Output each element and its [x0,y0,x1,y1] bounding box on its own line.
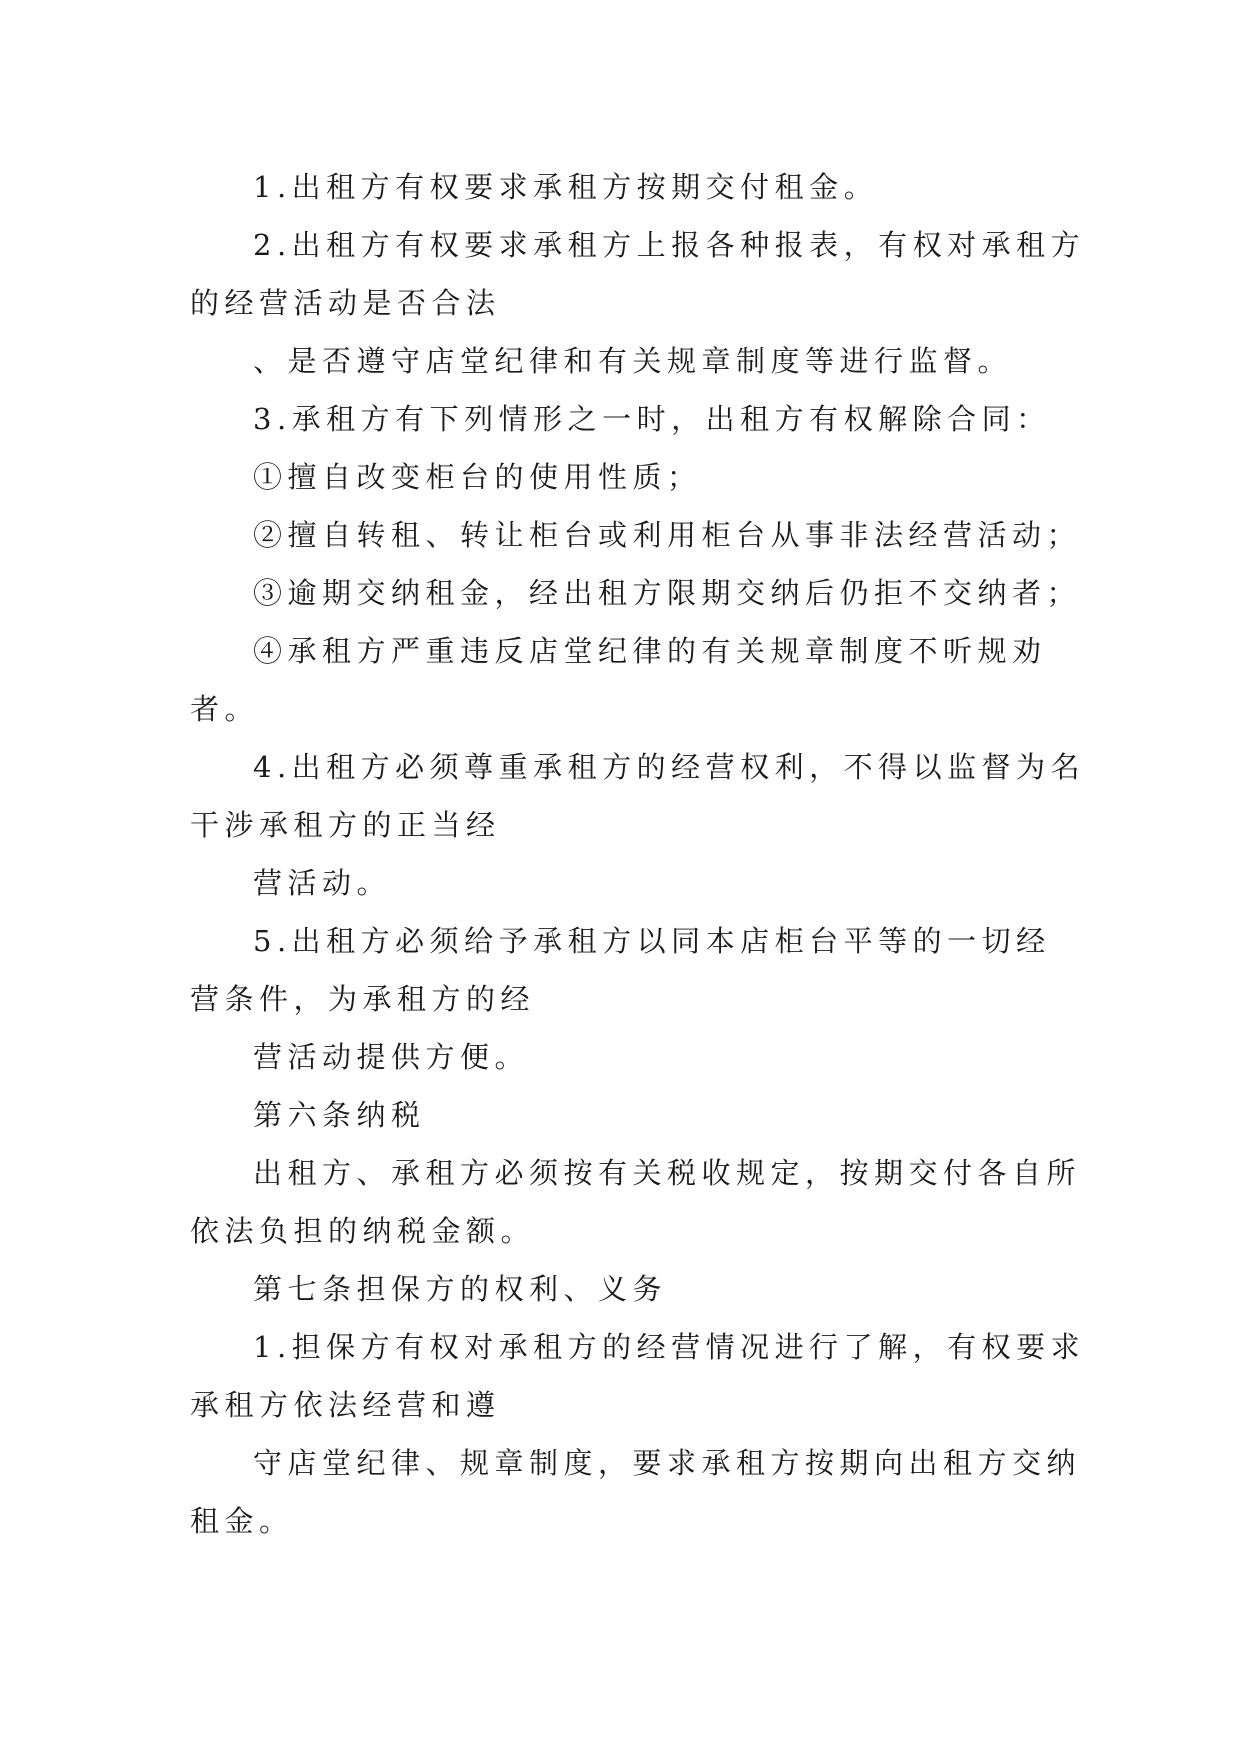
paragraph-line: 营活动。 [253,866,392,900]
paragraph-line: 出租方、承租方必须按有关税收规定，按期交付各自所 [253,1156,1082,1190]
paragraph-line: 承租方依法经营和遵 [190,1388,501,1422]
paragraph-line: 营条件，为承租方的经 [190,982,536,1016]
paragraph-line: 2.出租方有权要求承租方上报各种报表，有权对承租方 [253,228,1086,262]
paragraph-line: 营活动提供方便。 [253,1040,530,1074]
list-item: ④承租方严重违反店堂纪律的有关规章制度不听规劝 [253,634,1047,668]
paragraph-line: 守店堂纪律、规章制度，要求承租方按期向出租方交纳 [253,1446,1082,1480]
paragraph-line: 5.出租方必须给予承租方以同本店柜台平等的一切经 [253,924,1051,958]
paragraph-line: 1.担保方有权对承租方的经营情况进行了解，有权要求 [253,1330,1086,1364]
list-item: ②擅自转租、转让柜台或利用柜台从事非法经营活动； [253,518,1082,552]
paragraph-line: 干涉承租方的正当经 [190,808,501,842]
paragraph-line: 者。 [190,692,260,726]
list-item: ①擅自改变柜台的使用性质； [253,460,702,494]
document-body [190,158,1086,1550]
paragraph-line: 3.承租方有下列情形之一时，出租方有权解除合同： [253,402,1051,436]
paragraph-line: 依法负担的纳税金额。 [190,1214,536,1248]
section-heading: 第七条担保方的权利、义务 [253,1272,668,1306]
paragraph-line: 的经营活动是否合法 [190,286,501,320]
list-item: ③逾期交纳租金，经出租方限期交纳后仍拒不交纳者； [253,576,1082,610]
paragraph-line: 、是否遵守店堂纪律和有关规章制度等进行监督。 [253,344,1013,378]
paragraph-line: 租金。 [190,1504,294,1538]
section-heading: 第六条纳税 [253,1098,426,1132]
paragraph-line: 1.出租方有权要求承租方按期交付租金。 [253,170,879,204]
paragraph-line: 4.出租方必须尊重承租方的经营权利，不得以监督为名 [253,750,1086,784]
